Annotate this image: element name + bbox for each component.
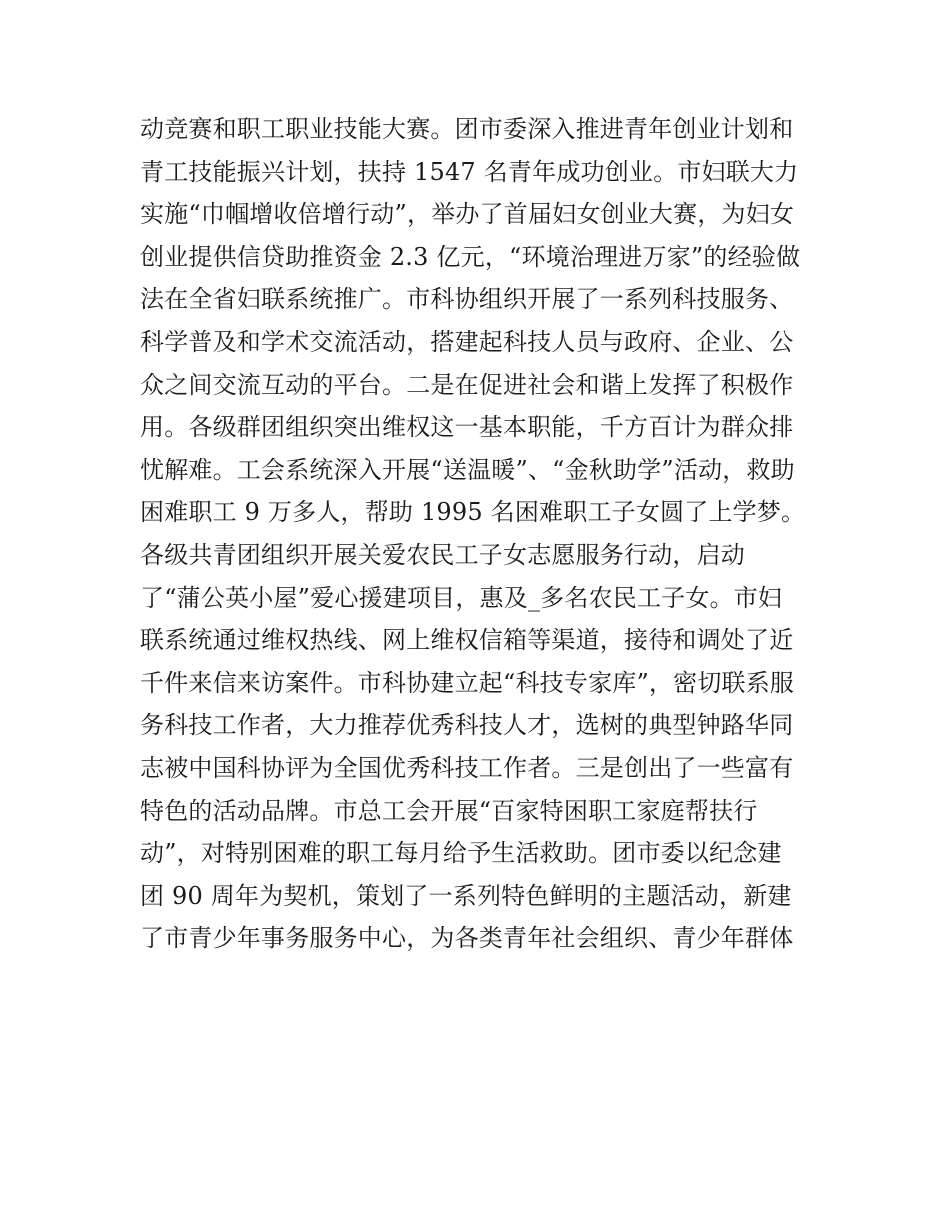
text-line: 志被中国科协评为全国优秀科技工作者。三是创出了一些富有	[140, 753, 794, 782]
text-line: 法在全省妇联系统推广。市科协组织开展了一系列科技服务、	[140, 285, 794, 314]
text-line: 了“蒲公英小屋”爱心援建项目，惠及_多名农民工子女。市妇	[140, 583, 783, 612]
text-line: 困难职工 9 万多人，帮助 1995 名困难职工子女圆了上学梦。	[140, 498, 806, 527]
text-line: 团 90 周年为契机，策划了一系列特色鲜明的主题活动，新建	[140, 881, 792, 910]
text-line: 青工技能振兴计划，扶持 1547 名青年成功创业。市妇联大力	[140, 157, 799, 186]
text-line: 千件来信来访案件。市科协建立起“科技专家库”，密切联系服	[140, 668, 795, 697]
text-line: 务科技工作者，大力推荐优秀科技人才，选树的典型钟路华同	[140, 711, 794, 740]
text-line: 联系统通过维权热线、网上维权信箱等渠道，接待和调处了近	[140, 626, 794, 655]
text-line: 忧解难。工会系统深入开展“送温暖”、“金秋助学”活动，救助	[140, 455, 795, 484]
text-line: 科学普及和学术交流活动，搭建起科技人员与政府、企业、公	[140, 327, 794, 356]
text-line: 创业提供信贷助推资金 2.3 亿元，“环境治理进万家”的经验做	[140, 242, 801, 271]
text-line: 特色的活动品牌。市总工会开展“百家特困职工家庭帮扶行	[140, 796, 758, 825]
body-text	[140, 108, 840, 960]
text-line: 了市青少年事务服务中心，为各类青年社会组织、青少年群体	[140, 924, 794, 953]
text-line: 实施“巾帼增收倍增行动”，举办了首届妇女创业大赛，为妇女	[140, 200, 795, 229]
text-line: 众之间交流互动的平台。二是在促进社会和谐上发挥了积极作	[140, 370, 794, 399]
text-line: 用。各级群团组织突出维权这一基本职能，千方百计为群众排	[140, 413, 794, 442]
text-line: 动”，对特别困难的职工每月给予生活救助。团市委以纪念建	[140, 839, 782, 868]
text-line: 各级共青团组织开展关爱农民工子女志愿服务行动，启动	[140, 540, 745, 569]
text-line: 动竞赛和职工职业技能大赛。团市委深入推进青年创业计划和	[140, 115, 794, 143]
